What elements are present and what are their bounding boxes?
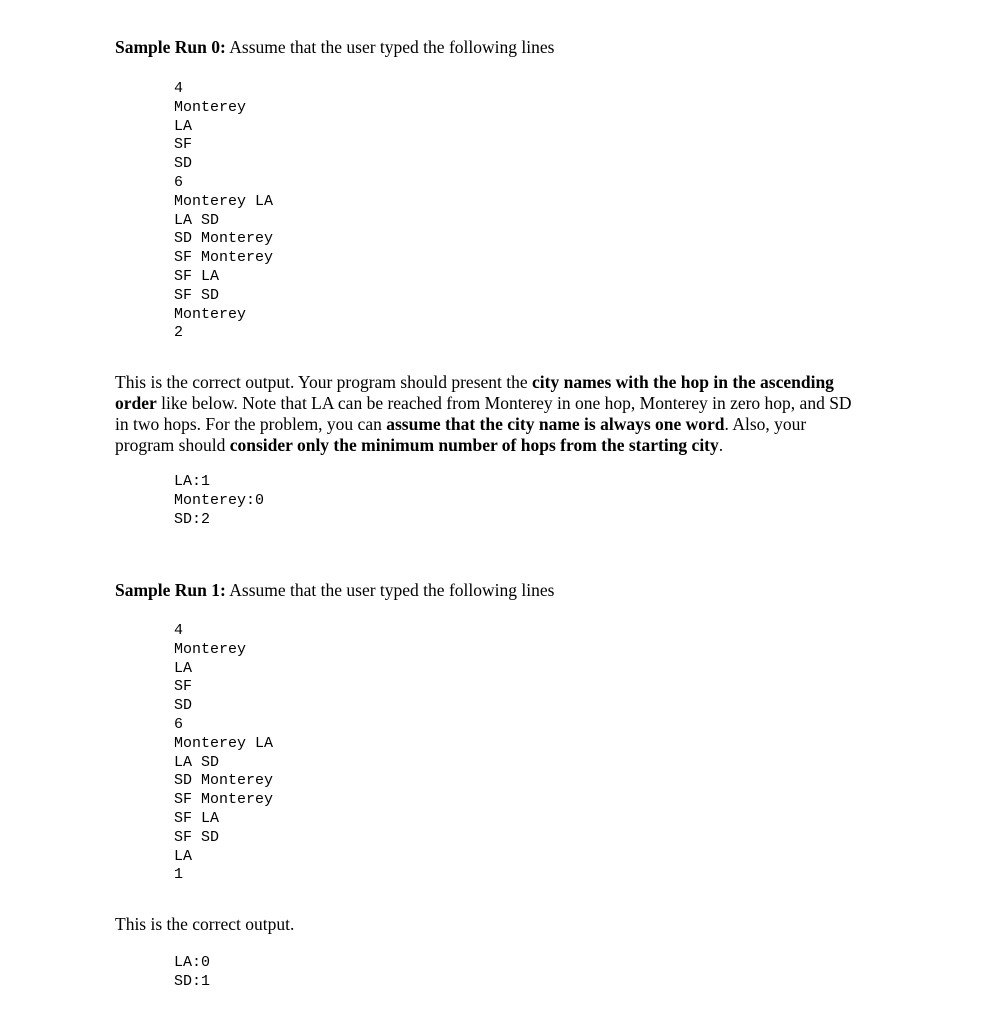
input-line: LA xyxy=(174,847,193,865)
run0-label: Sample Run 0: xyxy=(115,37,226,57)
para-bold: assume that the city name is always one word xyxy=(386,414,725,434)
input-line: SF LA xyxy=(174,267,220,285)
output-line: LA:0 xyxy=(174,954,211,971)
para-line-2 xyxy=(115,393,895,414)
input-line: LA SD xyxy=(174,753,220,771)
output-line: Monterey:0 xyxy=(174,491,265,509)
run0-input-block xyxy=(174,80,273,343)
para-text: . xyxy=(718,435,724,455)
run0-output-block xyxy=(174,473,264,529)
input-line: Monterey xyxy=(174,98,247,116)
run0-heading xyxy=(115,37,554,58)
input-line: SF SD xyxy=(174,286,220,304)
input-line: Monterey LA xyxy=(174,734,274,752)
input-line: Monterey xyxy=(174,305,247,323)
input-line: 6 xyxy=(174,715,184,733)
run1-text: Assume that the user typed the following lines xyxy=(225,580,555,600)
input-line: SD Monterey xyxy=(174,772,274,790)
input-line: LA xyxy=(174,117,193,135)
run1-output-intro: This is the correct output. xyxy=(115,914,295,934)
para-text: This is the correct output. Your program should present the xyxy=(115,372,533,392)
para-line-4 xyxy=(115,435,895,456)
para-line-3 xyxy=(115,414,895,435)
input-line: 1 xyxy=(174,866,184,884)
input-line: Monterey xyxy=(174,640,247,658)
para-text: program should xyxy=(115,435,230,455)
input-line: LA SD xyxy=(174,211,220,229)
run1-input-block xyxy=(174,622,273,885)
run1-output-block xyxy=(174,954,210,992)
input-line: SD xyxy=(174,155,193,173)
input-line: SD xyxy=(174,697,193,715)
run0-text: Assume that the user typed the following lines xyxy=(225,37,555,57)
run0-explanation xyxy=(115,372,895,456)
input-line: SF LA xyxy=(174,809,220,827)
para-text: like below. Note that LA can be reached from Monterey in one hop, Monterey in zero hop, and SD xyxy=(156,393,852,413)
input-line: 4 xyxy=(174,80,184,97)
para-line-1 xyxy=(115,372,895,393)
input-line: 6 xyxy=(174,173,184,191)
run1-label: Sample Run 1: xyxy=(115,580,226,600)
para-bold: order xyxy=(115,393,157,413)
input-line: SF xyxy=(174,678,193,696)
input-line: SF Monterey xyxy=(174,791,274,809)
output-line: SD:1 xyxy=(174,972,211,990)
input-line: SF SD xyxy=(174,828,220,846)
para-bold: consider only the minimum number of hops from the starting city xyxy=(229,435,719,455)
input-line: SD Monterey xyxy=(174,230,274,248)
input-line: Monterey LA xyxy=(174,192,274,210)
input-line: LA xyxy=(174,659,193,677)
para-bold: city names with the hop in the ascending xyxy=(532,372,834,392)
run1-heading xyxy=(115,580,554,601)
input-line: SF Monterey xyxy=(174,249,274,267)
input-line: 4 xyxy=(174,622,184,639)
output-line: LA:1 xyxy=(174,473,211,490)
output-line: SD:2 xyxy=(174,510,211,528)
para-text: in two hops. For the problem, you can xyxy=(115,414,387,434)
para-text: . Also, your xyxy=(724,414,807,434)
input-line: SF xyxy=(174,136,193,154)
input-line: 2 xyxy=(174,324,184,342)
